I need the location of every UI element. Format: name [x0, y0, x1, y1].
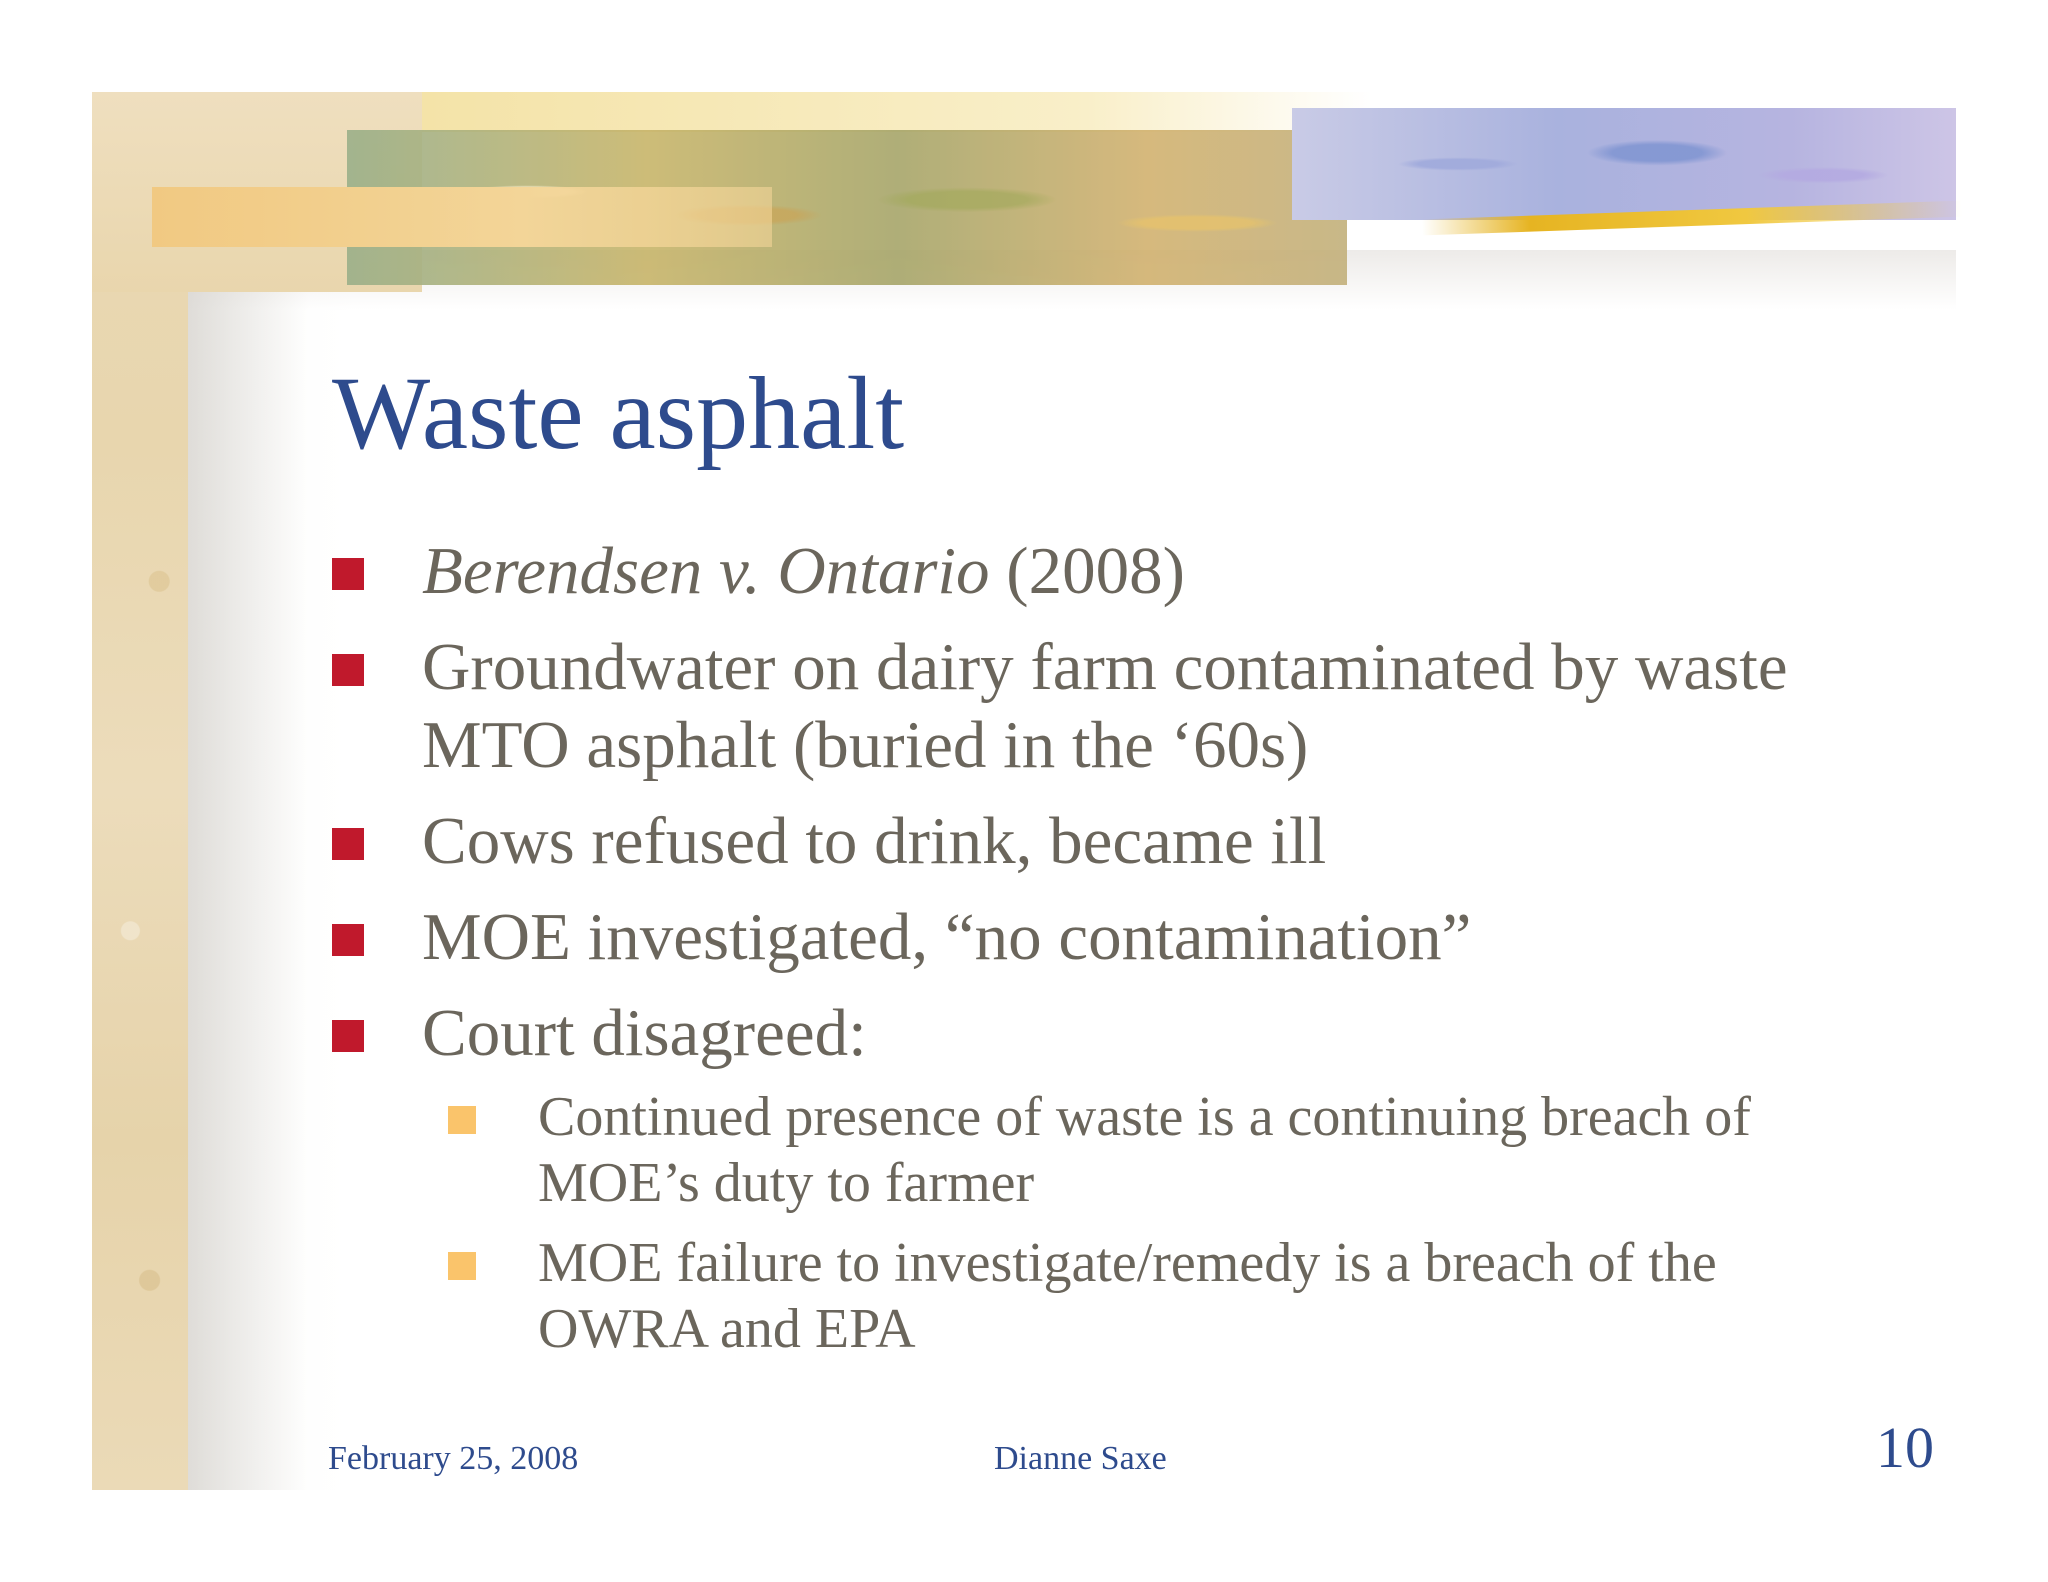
bullet-text: Groundwater on dairy farm contaminated by waste MTO asphalt (buried in the ‘60s): [422, 630, 1788, 782]
sub-bullet-text: MOE failure to investigate/remedy is a breach of the OWRA and EPA: [538, 1232, 1717, 1360]
red-square-bullet-icon: [332, 654, 364, 686]
bullet-item: [332, 802, 1892, 880]
footer-date: February 25, 2008: [328, 1440, 579, 1477]
bullet-list: [332, 532, 1892, 1380]
sub-bullet-text: Continued presence of waste is a continuing breach of MOE’s duty to farmer: [538, 1086, 1751, 1214]
bullet-item: [332, 994, 1892, 1362]
banner-orange-block: [152, 187, 772, 247]
red-square-bullet-icon: [332, 924, 364, 956]
banner-blue-stones-image: [1292, 108, 1956, 220]
sub-bullet-list: [422, 1084, 1892, 1362]
bullet-item: [332, 532, 1892, 610]
slide-title: Waste asphalt: [332, 356, 905, 471]
case-year: (2008): [989, 534, 1185, 608]
sub-bullet-item: [448, 1084, 1892, 1216]
bullet-text: Court disagreed:: [422, 996, 867, 1070]
slide-number: 10: [1876, 1415, 1934, 1480]
case-name: Berendsen v. Ontario: [422, 534, 990, 608]
orange-square-bullet-icon: [448, 1252, 476, 1280]
bullet-item: [332, 628, 1892, 784]
red-square-bullet-icon: [332, 558, 364, 590]
red-square-bullet-icon: [332, 828, 364, 860]
bullet-text: Cows refused to drink, became ill: [422, 804, 1327, 878]
orange-square-bullet-icon: [448, 1106, 476, 1134]
bullet-text: MOE investigated, “no contamination”: [422, 900, 1472, 974]
red-square-bullet-icon: [332, 1020, 364, 1052]
decorative-left-strip: [92, 92, 188, 1490]
bullet-item: [332, 898, 1892, 976]
decorative-banner-image: [92, 92, 1956, 292]
sub-bullet-item: [448, 1230, 1892, 1362]
footer-author: Dianne Saxe: [994, 1440, 1167, 1477]
left-strip-shadow: [188, 250, 308, 1490]
banner-light-yellow-block: [422, 92, 1372, 132]
